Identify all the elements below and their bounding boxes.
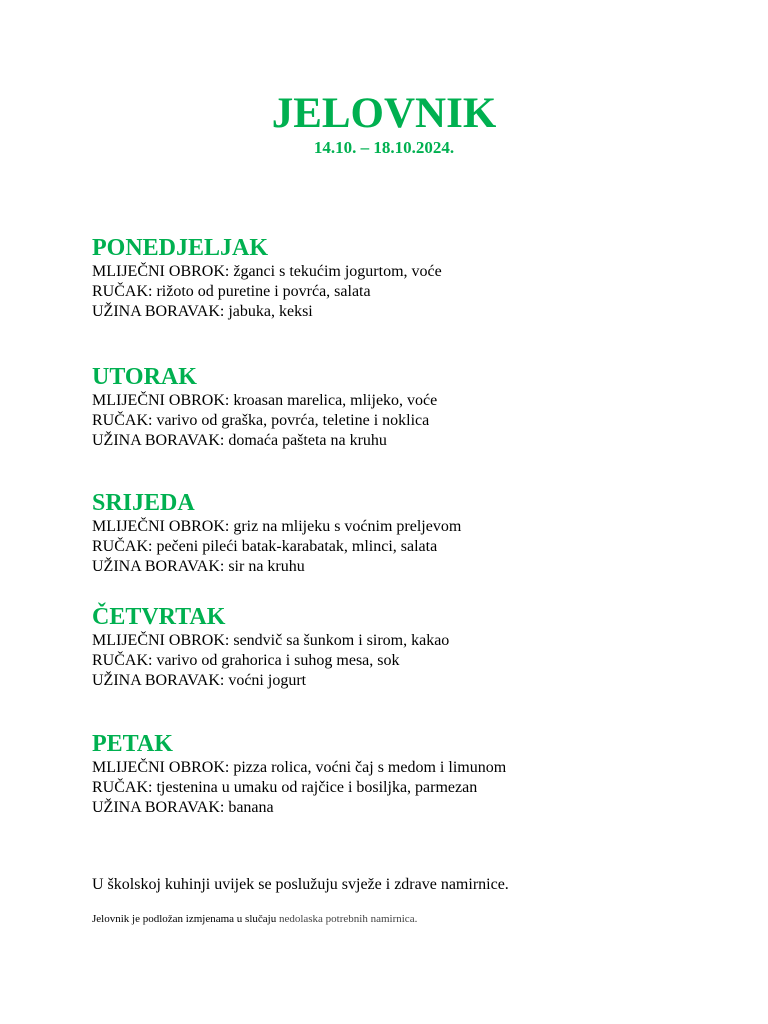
- milk-meal-line: MLIJEČNI OBROK: pizza rolica, voćni čaj s medom i limunom: [92, 759, 507, 776]
- day-heading: ČETVRTAK: [92, 604, 226, 630]
- lunch-line: RUČAK: varivo od graška, povrća, teletine i noklica: [92, 412, 430, 429]
- snack-line: UŽINA BORAVAK: banana: [92, 799, 274, 816]
- footnote-part-2: nedolaska potrebnih namirnica.: [278, 913, 418, 925]
- day-heading: SRIJEDA: [92, 490, 195, 516]
- snack-line: UŽINA BORAVAK: domaća pašteta na kruhu: [92, 432, 387, 449]
- snack-line: UŽINA BORAVAK: jabuka, keksi: [92, 303, 313, 320]
- day-thursday: [92, 603, 732, 691]
- day-tuesday: [92, 363, 732, 451]
- snack-line: UŽINA BORAVAK: voćni jogurt: [92, 672, 307, 689]
- footnote-part-1: Jelovnik je podložan izmjenama u slučaju: [92, 913, 279, 925]
- day-heading: UTORAK: [92, 364, 197, 390]
- milk-meal-line: MLIJEČNI OBROK: kroasan marelica, mlijeko, voće: [92, 392, 438, 409]
- page-title: JELOVNIK: [271, 90, 497, 137]
- day-friday: [92, 730, 732, 818]
- lunch-line: RUČAK: pečeni pileći batak-karabatak, mlinci, salata: [92, 538, 438, 555]
- date-range: 14.10. – 18.10.2024.: [313, 138, 455, 157]
- day-heading: PETAK: [92, 731, 173, 757]
- footnote: [92, 911, 732, 927]
- lunch-line: RUČAK: tjestenina u umaku od rajčice i bosiljka, parmezan: [92, 779, 478, 796]
- day-heading: PONEDJELJAK: [92, 235, 269, 261]
- milk-meal-line: MLIJEČNI OBROK: sendvič sa šunkom i sirom, kakao: [92, 632, 450, 649]
- lunch-line: RUČAK: rižoto od puretine i povrća, salata: [92, 283, 371, 300]
- day-monday: [92, 234, 732, 322]
- milk-meal-line: MLIJEČNI OBROK: griz na mlijeku s voćnim preljevom: [92, 518, 462, 535]
- snack-line: UŽINA BORAVAK: sir na kruhu: [92, 558, 305, 575]
- lunch-line: RUČAK: varivo od grahorica i suhog mesa, sok: [92, 652, 400, 669]
- day-wednesday: [92, 489, 732, 577]
- milk-meal-line: MLIJEČNI OBROK: žganci s tekućim jogurtom, voće: [92, 263, 442, 280]
- kitchen-note: U školskoj kuhinji uvijek se poslužuju svježe i zdrave namirnice.: [92, 876, 509, 893]
